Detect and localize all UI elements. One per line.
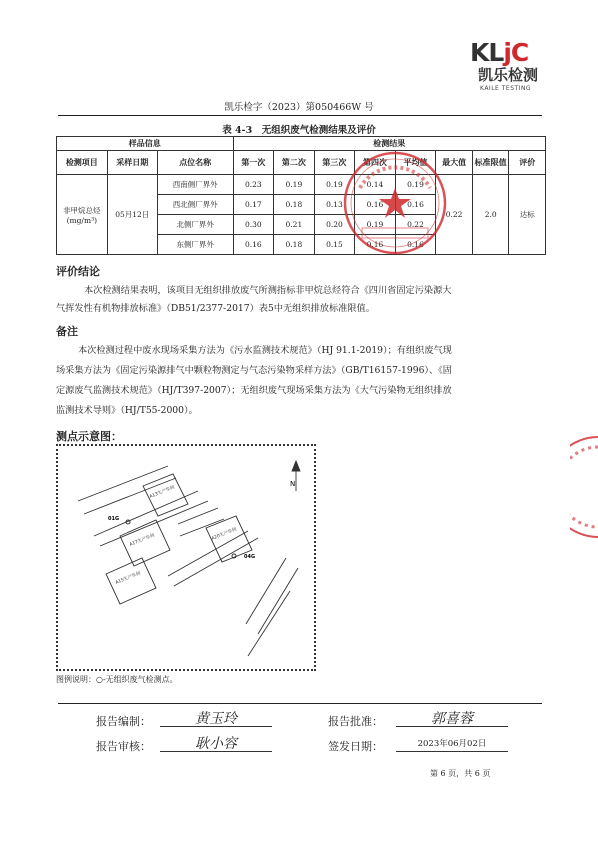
company-logo [470,40,552,92]
document-number: 凯乐检字（2023）第050466W 号 [224,102,374,113]
col-header: 第一次 [233,151,274,175]
approved-signature: 郭喜蓉 [396,708,508,727]
notes-text-line: 监测技术导则》（HJ/T55-2000）。 [56,405,198,416]
avg-cell: 0.19 [395,175,436,195]
prepared-label: 报告编制： [96,715,151,728]
col-header: 检测项目 [57,151,108,175]
building-label: A15生产车间 [114,571,142,586]
item-cell: 非甲烷总烃(mg/m³) [57,175,108,255]
evaluation-cell: 达标 [509,175,546,255]
table-title: 表 4-3 无组织废气检测结果及评价 [222,125,376,136]
avg-cell: 0.22 [395,215,436,235]
notes-text-line: 场采集方法为《固定污染源排气中颗粒物测定与气态污染物采样方法》（GB/T16157-1996）、《固 [56,365,452,376]
results-table [56,136,546,255]
issue-date-label: 签发日期： [328,740,383,753]
col-header: 第三次 [314,151,355,175]
conclusion-text-line: 气挥发性有机物排放标准》（DB51/2377-2017）表5中无组织排放标准限值。 [56,303,375,314]
value-cell: 0.14 [355,175,396,195]
prepared-signature: 黄玉玲 [160,708,272,727]
value-cell: 0.18 [274,195,315,215]
logo-chinese-name: 凯乐检测 [478,66,539,84]
avg-cell: 0.16 [395,235,436,255]
conclusion-text-line: 本次检测结果表明，该项目无组织排放废气所测指标非甲烷总烃符合《四川省固定污染源大 [84,285,452,296]
col-header: 评价 [509,151,546,175]
value-cell: 0.13 [314,195,355,215]
value-cell: 0.30 [233,215,274,235]
col-header: 平均值 [395,151,436,175]
col-header: 第二次 [274,151,315,175]
logo-mark-accent: jC [503,38,529,67]
reviewed-label: 报告审核： [96,740,151,753]
value-cell: 0.19 [355,215,396,235]
north-label: N [290,480,296,488]
logo-mark-text: KL [470,38,504,67]
map-title: 测点示意图： [56,430,122,443]
building-label: A20生产车间 [210,527,238,542]
site-cell: 北侧厂界外 [157,215,233,235]
limit-cell: 2.0 [472,175,509,255]
group-result-header: 检测结果 [233,137,545,151]
notes-title: 备注 [56,325,78,338]
site-cell: 东侧厂界外 [157,235,233,255]
signature-divider [58,703,542,704]
inspection-seal-stamp [340,148,450,258]
building-label: A13生产车间 [148,485,176,500]
max-cell: 0.22 [436,175,473,255]
col-header: 最大值 [436,151,473,175]
col-header: 点位名称 [157,151,233,175]
reviewed-signature: 耿小容 [160,733,272,752]
value-cell: 0.17 [233,195,274,215]
site-cell: 西北侧厂界外 [157,195,233,215]
header-divider [58,115,542,116]
logo-english-name: KAILE TESTING [480,85,532,92]
edge-seal-stamp [570,432,598,542]
value-cell: 0.20 [314,215,355,235]
col-header: 第四次 [355,151,396,175]
value-cell: 0.19 [314,175,355,195]
notes-text-line: 本次检测过程中废水现场采集方法为《污水监测技术规范》（HJ 91.1-2019）；有组织废气现 [78,345,452,356]
value-cell: 0.18 [274,235,315,255]
site-cell: 西南侧厂界外 [157,175,233,195]
table-row [57,175,546,195]
value-cell: 0.23 [233,175,274,195]
group-sample-header: 样品信息 [57,137,234,151]
point-label: 01G [108,516,120,522]
page-number: 第 6 页，共 6 页 [430,769,491,778]
conclusion-title: 评价结论 [56,265,100,278]
value-cell: 0.16 [355,195,396,215]
notes-text-line: 定源废气监测技术规范》（HJ/T397-2007）；无组织废气现场采集方法为《大气污染物无组织排放 [56,385,452,396]
map-legend: 图例说明：○-无组织废气检测点。 [56,675,178,684]
col-header: 采样日期 [107,151,157,175]
value-cell: 0.16 [233,235,274,255]
value-cell: 0.21 [274,215,315,235]
issue-date-value: 2023年06月02日 [396,737,508,752]
value-cell: 0.15 [314,235,355,255]
avg-cell: 0.16 [395,195,436,215]
approved-label: 报告批准： [328,715,383,728]
date-cell: 05月12日 [107,175,157,255]
col-header: 标准限值 [472,151,509,175]
value-cell: 0.19 [274,175,315,195]
value-cell: 0.16 [355,235,396,255]
point-label: 04G [244,554,256,560]
monitoring-point-map [56,444,316,671]
site-map-drawing [58,446,314,669]
building-label: A17生产车间 [128,533,156,548]
